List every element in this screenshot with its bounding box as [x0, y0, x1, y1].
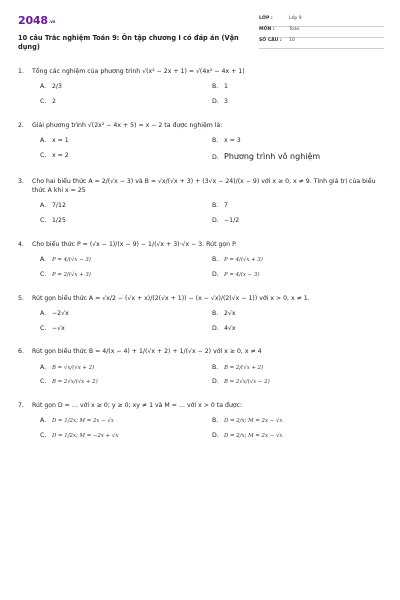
question-number: 7. [18, 402, 24, 410]
option-b[interactable] [212, 83, 384, 91]
question-body: Rút gọn biểu thức B = 4/(x − 4) + 1/(√x + 2) + 1/(√x − 2) với x ≥ 0, x ≠ 4 [32, 348, 262, 356]
question-number: 4. [18, 240, 24, 248]
option-letter: B. [212, 363, 219, 371]
option-letter: B. [212, 136, 219, 144]
header-left [18, 14, 248, 53]
option-text: −2√x [52, 309, 69, 317]
option-text: P = 4/(√x − 3) [52, 257, 91, 264]
option-letter: D. [212, 270, 219, 278]
answer-options [40, 202, 384, 225]
option-letter: A. [40, 417, 47, 425]
option-text: B = 2/(√x + 2) [224, 364, 264, 371]
option-text: D = 2/x; M = 2x − √x [224, 433, 283, 440]
option-d[interactable] [212, 217, 384, 225]
answer-options [40, 417, 384, 440]
question-7 [18, 401, 384, 440]
answer-options [40, 83, 384, 106]
header [18, 14, 384, 53]
meta-label: LỚP : [259, 16, 273, 21]
option-text: D = 1/2x; M = 2x − √x [52, 418, 114, 425]
option-letter: D. [212, 97, 219, 105]
option-letter: D. [212, 378, 219, 386]
question-text [18, 240, 384, 249]
question-6 [18, 347, 384, 386]
question-3 [18, 177, 384, 225]
option-c[interactable] [40, 325, 212, 333]
option-letter: A. [40, 363, 47, 371]
option-text: B = √x/(√x + 2) [52, 364, 95, 371]
option-text: 2√x [224, 309, 236, 317]
option-text: D = 1/2x; M = −2x + √x [52, 433, 119, 440]
document-title: 10 câu Trắc nghiệm Toán 9: Ôn tập chương I có đáp án (Vận dụng) [18, 33, 239, 52]
option-letter: B. [212, 309, 219, 317]
question-body: Cho biểu thức P = (√x − 1)/(x − 9) − 1/(√x + 3)·√x − 3. Rút gọn P. [32, 240, 237, 248]
question-number: 3. [18, 177, 24, 185]
question-text [18, 177, 384, 196]
question-list [18, 67, 384, 440]
option-letter: D. [212, 153, 219, 161]
logo-suffix: .vn [48, 18, 56, 24]
option-text: x = 3 [224, 136, 241, 144]
option-a[interactable] [40, 202, 212, 210]
option-text: 2/3 [52, 83, 62, 91]
option-text: B = 2√x/(√x − 2) [224, 379, 270, 386]
question-body: Rút gọn biểu thức A = √x/2 − (√x + x)/(2(√x + 1)) − (x − √x)/(2(√x − 1)) với x > 0, x ≠ 1. [32, 294, 310, 302]
option-text: P = 2/(√x + 3) [52, 271, 91, 278]
question-text [18, 67, 384, 76]
option-a[interactable] [40, 417, 212, 425]
option-a[interactable] [40, 137, 212, 145]
option-text: 2 [52, 97, 56, 105]
option-d[interactable] [212, 378, 384, 386]
question-text [18, 121, 384, 130]
option-a[interactable] [40, 256, 212, 264]
question-spacer [18, 162, 384, 177]
option-b[interactable] [212, 310, 384, 318]
question-spacer [18, 332, 384, 347]
meta-value: Toán [289, 27, 300, 32]
option-letter: B. [212, 83, 219, 91]
question-number: 6. [18, 348, 24, 356]
option-c[interactable] [40, 378, 212, 386]
question-spacer [18, 106, 384, 121]
meta-row-count [259, 38, 384, 49]
meta-row-class [259, 16, 384, 27]
option-b[interactable] [212, 256, 384, 264]
option-c[interactable] [40, 432, 212, 440]
question-body: Tổng các nghiệm của phương trình √(x² − 2x + 1) = √(4x² − 4x + 1) [32, 67, 245, 75]
option-letter: D. [212, 217, 219, 225]
option-d[interactable] [212, 98, 384, 106]
answer-options [40, 137, 384, 162]
site-logo[interactable] [18, 14, 248, 28]
option-c[interactable] [40, 98, 212, 106]
option-c[interactable] [40, 152, 212, 162]
option-c[interactable] [40, 217, 212, 225]
option-letter: C. [40, 378, 47, 386]
option-text: P = 4/(√x + 3) [224, 257, 263, 264]
option-letter: B. [212, 202, 219, 210]
question-2 [18, 121, 384, 162]
answer-options [40, 364, 384, 387]
option-text: B = 2√x/(√x + 2) [52, 379, 98, 386]
option-text: 1/25 [52, 217, 66, 225]
option-text: x = 1 [52, 136, 69, 144]
option-d[interactable] [212, 271, 384, 279]
option-letter: B. [212, 256, 219, 264]
option-text: −√x [52, 324, 65, 332]
option-text: −1/2 [224, 217, 240, 225]
option-text: 3 [224, 97, 228, 105]
question-text [18, 294, 384, 303]
option-a[interactable] [40, 310, 212, 318]
option-text: P = 4/(x − 3) [224, 271, 260, 278]
question-5 [18, 294, 384, 333]
question-spacer [18, 225, 384, 240]
option-letter: A. [40, 202, 47, 210]
meta-label: MÔN : [259, 27, 275, 32]
option-a[interactable] [40, 83, 212, 91]
question-spacer [18, 279, 384, 294]
option-d[interactable] [212, 325, 384, 333]
option-a[interactable] [40, 364, 212, 372]
option-text: D = 2/x; M = 2x − √x [224, 418, 283, 425]
option-d[interactable] [212, 432, 384, 440]
meta-value: 10 [289, 38, 295, 43]
option-text: Phương trình vô nghiệm [224, 151, 321, 161]
question-text [18, 347, 384, 356]
option-text: x = 2 [52, 151, 69, 159]
option-letter: C. [40, 151, 47, 159]
answer-options [40, 256, 384, 279]
option-b[interactable] [212, 364, 384, 372]
option-letter: D. [212, 324, 219, 332]
question-number: 5. [18, 294, 24, 302]
option-letter: A. [40, 256, 47, 264]
option-letter: A. [40, 309, 47, 317]
meta-label: SỐ CÂU : [259, 38, 282, 43]
option-text: 4√x [224, 324, 236, 332]
meta-row-subject [259, 27, 384, 38]
meta-value: Lớp 9 [289, 16, 302, 21]
option-letter: C. [40, 324, 47, 332]
meta-info [259, 16, 384, 49]
question-body: Cho hai biểu thức A = 2/(√x − 3) và B = √x/(√x + 3) + (3√x − 24)/(x − 9) với x ≥ 0, x ≠ 9. Tính giá trị của biểu thức A khi x = 25 [32, 177, 376, 194]
option-letter: C. [40, 217, 47, 225]
option-letter: B. [212, 417, 219, 425]
option-letter: A. [40, 83, 47, 91]
question-1 [18, 67, 384, 106]
option-b[interactable] [212, 202, 384, 210]
question-spacer [18, 386, 384, 401]
option-letter: D. [212, 432, 219, 440]
question-number: 2. [18, 121, 24, 129]
question-number: 1. [18, 67, 24, 75]
option-text: 7 [224, 202, 228, 210]
option-d[interactable] [212, 152, 384, 162]
question-text [18, 401, 384, 410]
option-letter: C. [40, 270, 47, 278]
option-text: 1 [224, 83, 228, 91]
question-body: Rút gọn D = … với x ≥ 0; y ≥ 0; xy ≠ 1 và M = … với x > 0 ta được: [32, 402, 243, 410]
option-text: 7/12 [52, 202, 66, 210]
question-body: Giải phương trình √(2x² − 4x + 5) = x − 2 ta được nghiệm là: [32, 121, 223, 129]
option-b[interactable] [212, 417, 384, 425]
question-4 [18, 240, 384, 279]
logo-text: 2048 [18, 14, 48, 27]
option-c[interactable] [40, 271, 212, 279]
option-letter: A. [40, 136, 47, 144]
answer-options [40, 310, 384, 333]
option-b[interactable] [212, 137, 384, 145]
option-letter: C. [40, 432, 47, 440]
option-letter: C. [40, 97, 47, 105]
